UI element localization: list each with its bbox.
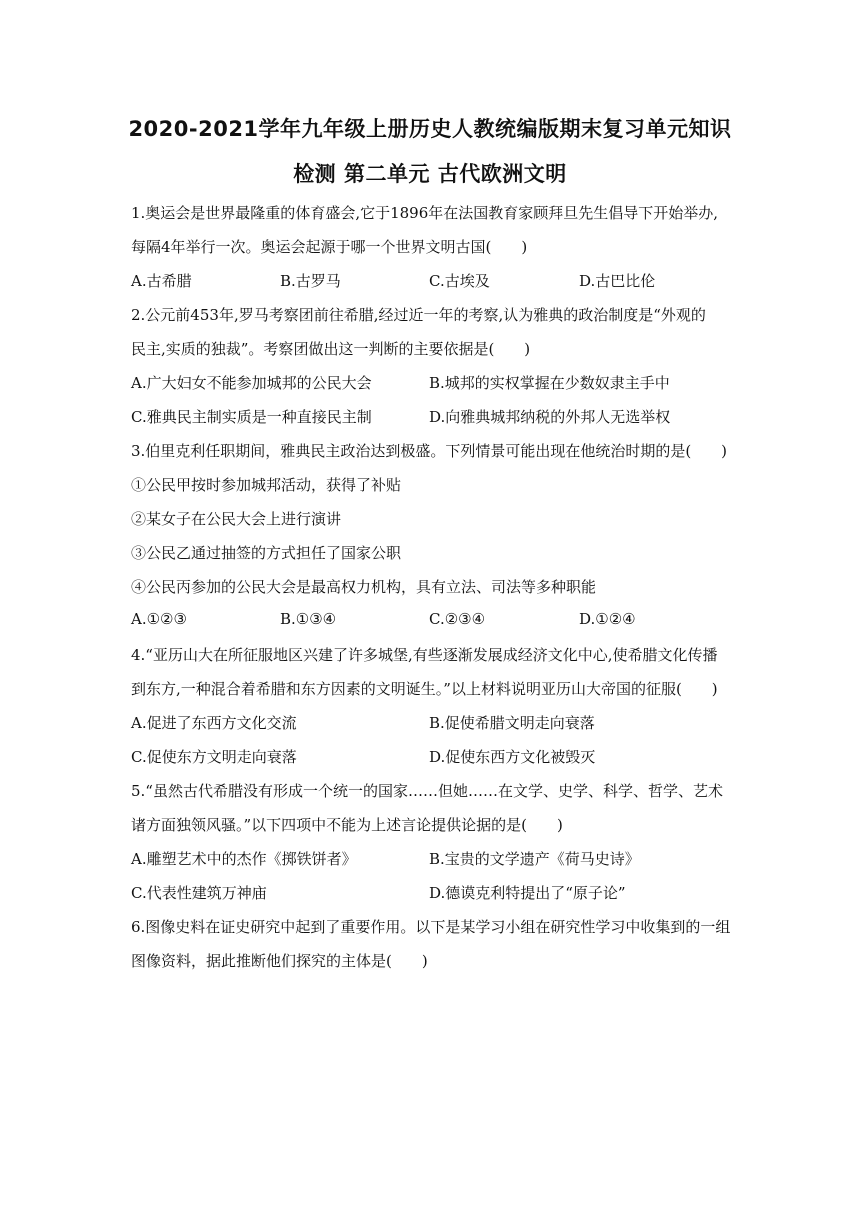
question-5-option-b: B.宝贵的文学遗产《荷马史诗》 <box>429 850 640 868</box>
question-4-option-c: C.促使东方文明走向衰落 <box>131 748 297 766</box>
question-1-option-b: B.古罗马 <box>280 272 341 290</box>
question-3-option-a: A.①②③ <box>131 610 187 628</box>
question-3-option-d: D.①②④ <box>579 610 636 628</box>
question-5-stem-line-2: 诸方面独领风骚。”以下四项中不能为上述言论提供论据的是( ) <box>131 816 563 834</box>
page-title-line-1: 2020-2021学年九年级上册历史人教统编版期末复习单元知识 <box>128 117 732 141</box>
question-2-option-b: B.城邦的实权掌握在少数奴隶主手中 <box>429 374 670 392</box>
question-2-option-c: C.雅典民主制实质是一种直接民主制 <box>131 408 372 426</box>
question-1-stem-line-2: 每隔4年举行一次。奥运会起源于哪一个世界文明古国( ) <box>131 238 528 256</box>
question-3-option-b: B.①③④ <box>280 610 337 628</box>
question-2-stem-line-2: 民主,实质的独裁”。考察团做出这一判断的主要依据是( ) <box>131 340 531 358</box>
question-5-option-c: C.代表性建筑万神庙 <box>131 884 267 902</box>
question-6-stem-line-1: 6.图像史料在证史研究中起到了重要作用。以下是某学习小组在研究性学习中收集到的一组 <box>131 918 731 936</box>
question-1-stem-line-1: 1.奥运会是世界最隆重的体育盛会,它于1896年在法国教育家顾拜旦先生倡导下开始举办, <box>131 204 719 222</box>
page-title-line-2: 检测 第二单元 古代欧洲文明 <box>293 162 567 186</box>
question-4-option-b: B.促使希腊文明走向衰落 <box>429 714 595 732</box>
question-4-option-a: A.促进了东西方文化交流 <box>131 714 297 732</box>
question-2-option-a: A.广大妇女不能参加城邦的公民大会 <box>131 374 372 392</box>
question-3-item-1: ①公民甲按时参加城邦活动，获得了补贴 <box>131 476 402 494</box>
question-1-option-a: A.古希腊 <box>131 272 192 290</box>
question-5-option-d: D.德谟克利特提出了“原子论” <box>429 884 626 902</box>
question-1-option-d: D.古巴比伦 <box>579 272 656 290</box>
question-5-stem-line-1: 5.“虽然古代希腊没有形成一个统一的国家……但她……在文学、史学、科学、哲学、艺术 <box>131 782 723 800</box>
question-3-item-2: ②某女子在公民大会上进行演讲 <box>131 510 342 528</box>
question-5-option-a: A.雕塑艺术中的杰作《掷铁饼者》 <box>131 850 357 868</box>
question-1-option-c: C.古埃及 <box>429 272 490 290</box>
question-3-item-4: ④公民丙参加的公民大会是最高权力机构，具有立法、司法等多种职能 <box>131 578 597 596</box>
question-4-stem-line-2: 到东方,一种混合着希腊和东方因素的文明诞生。”以上材料说明亚历山大帝国的征服( ) <box>131 680 718 698</box>
question-3-option-c: C.②③④ <box>429 610 486 628</box>
question-2-stem-line-1: 2.公元前453年,罗马考察团前往希腊,经过近一年的考察,认为雅典的政治制度是“外观的 <box>131 306 706 324</box>
question-2-option-d: D.向雅典城邦纳税的外邦人无选举权 <box>429 408 671 426</box>
question-4-stem-line-1: 4.“亚历山大在所征服地区兴建了许多城堡,有些逐渐发展成经济文化中心,使希腊文化传播 <box>131 646 718 664</box>
question-4-option-d: D.促使东西方文化被毁灭 <box>429 748 596 766</box>
question-6-stem-line-2: 图像资料，据此推断他们探究的主体是( ) <box>131 952 428 970</box>
question-3-item-3: ③公民乙通过抽签的方式担任了国家公职 <box>131 544 402 562</box>
question-3-stem-line-1: 3.伯里克利任职期间，雅典民主政治达到极盛。下列情景可能出现在他统治时期的是( ) <box>131 442 728 460</box>
